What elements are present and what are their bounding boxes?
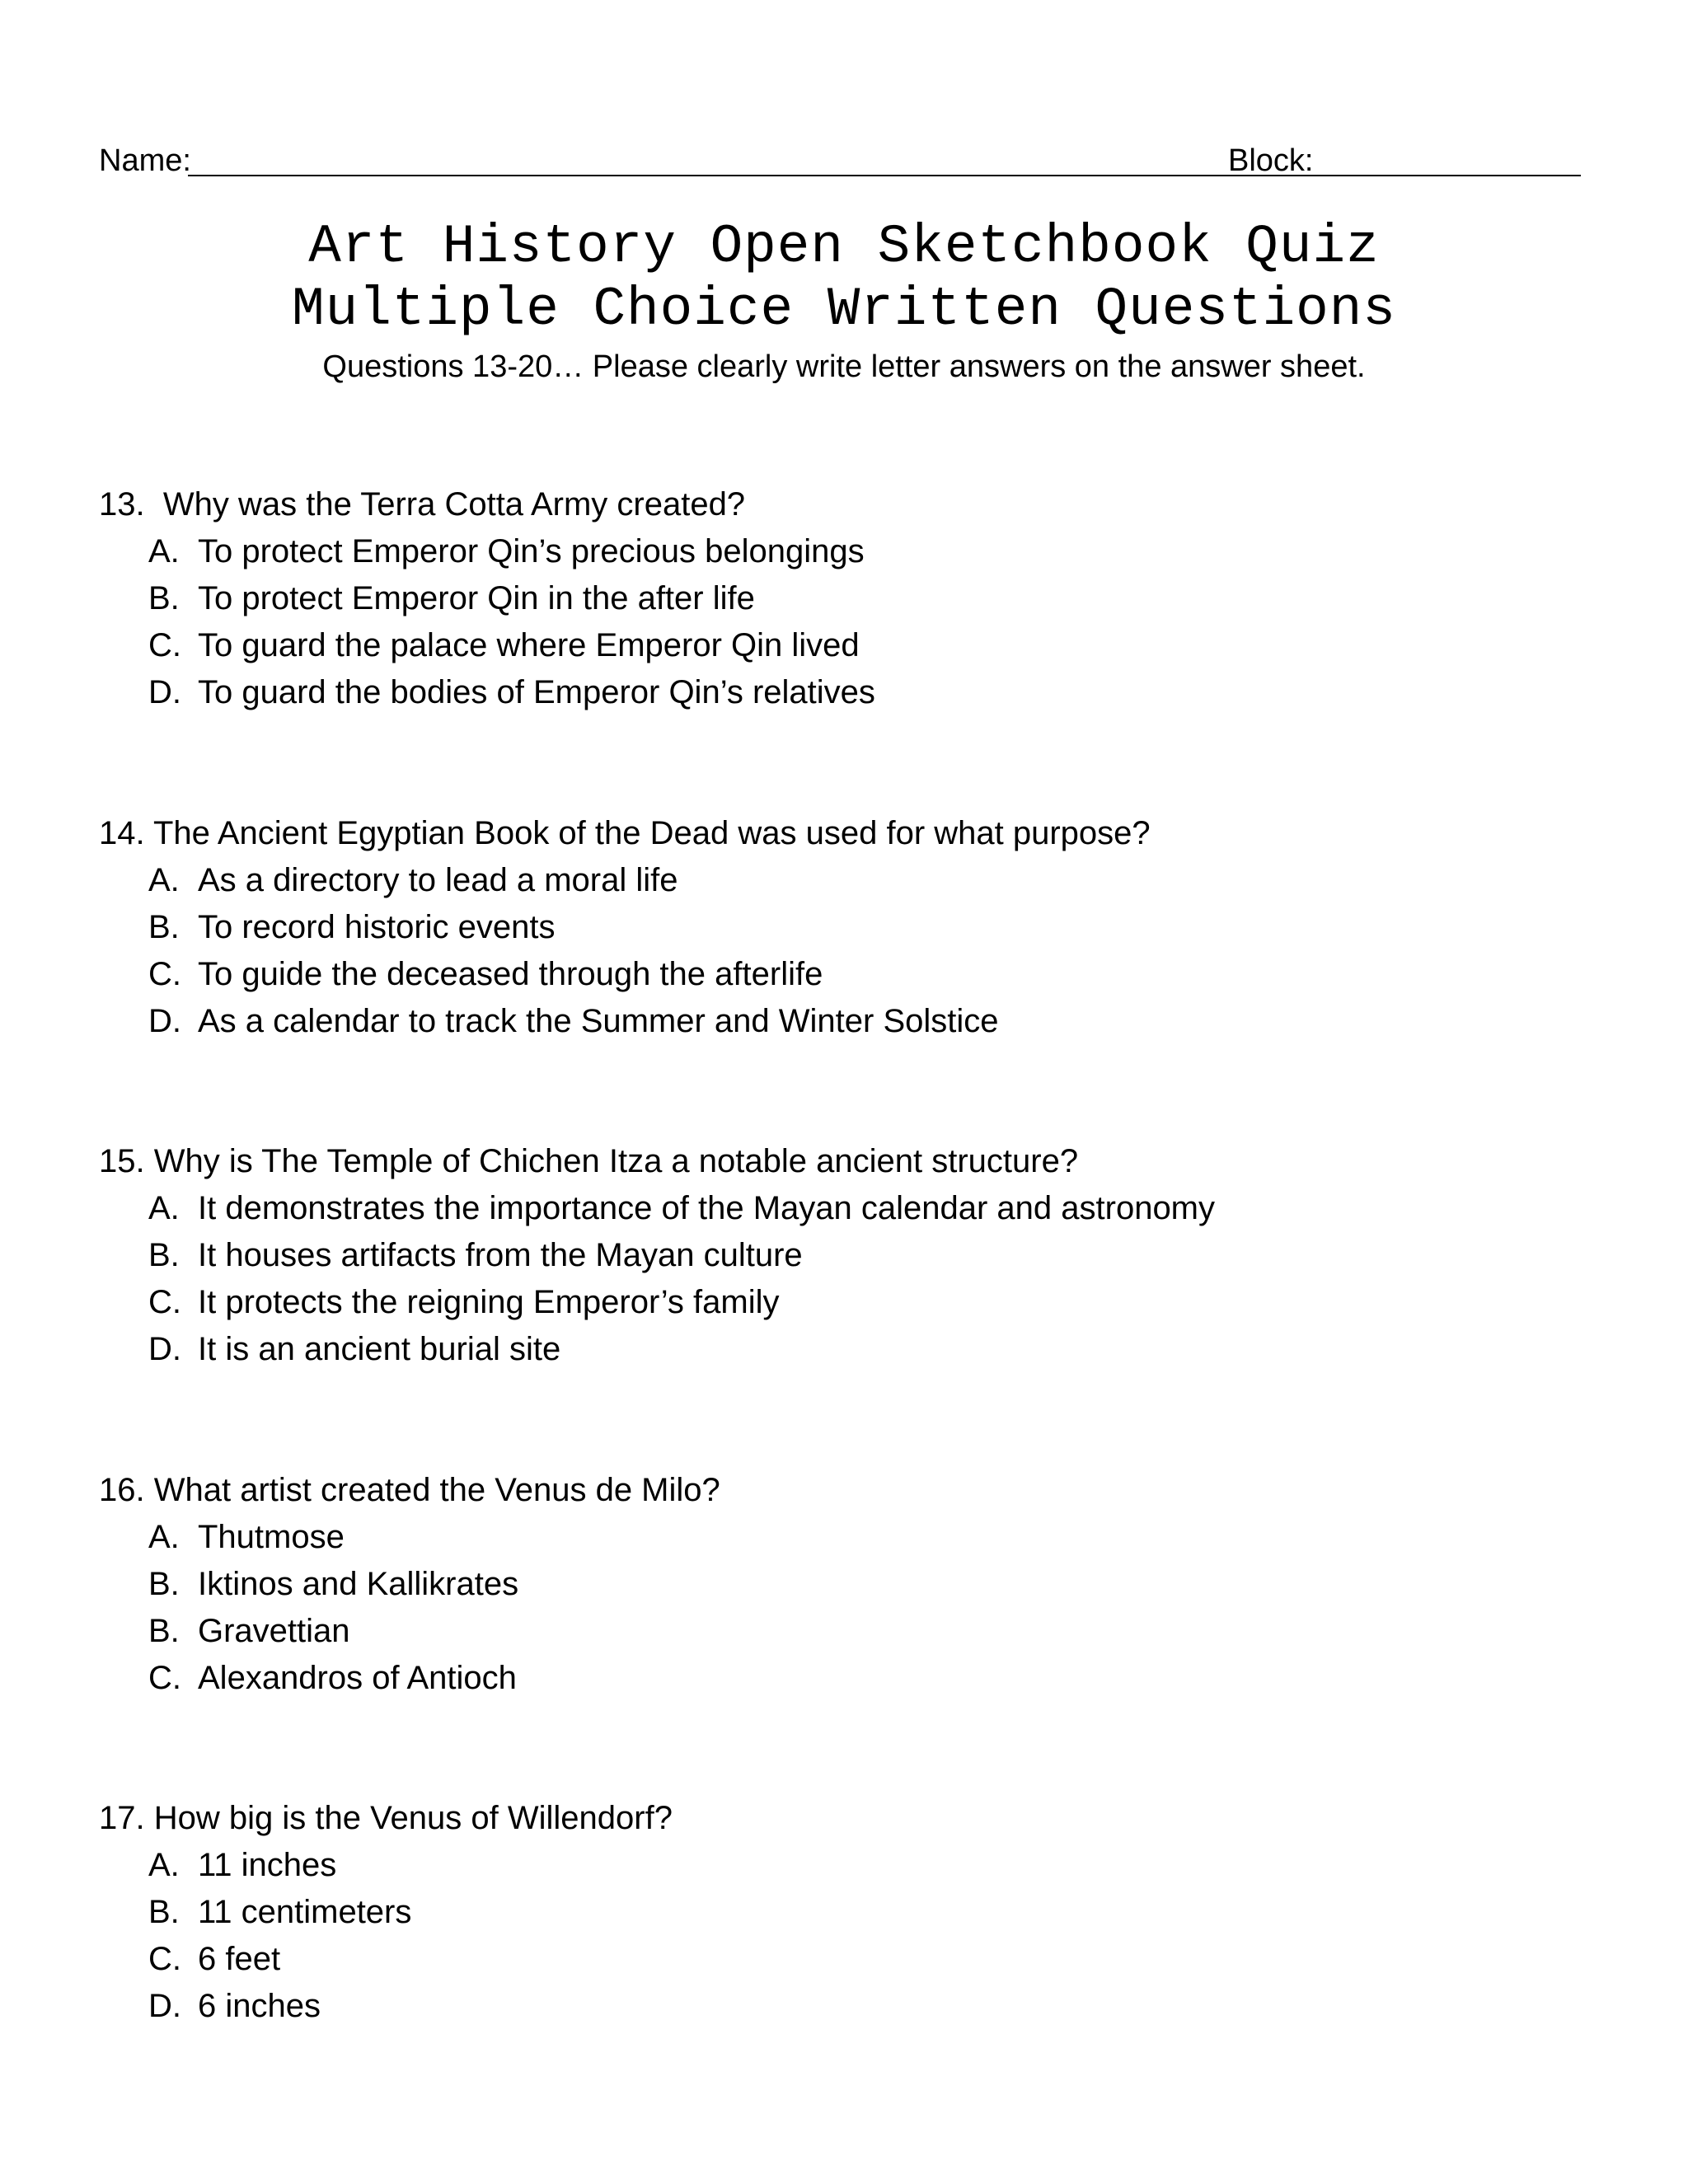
name-field bbox=[99, 140, 191, 181]
block-label: Block: bbox=[1228, 143, 1314, 178]
choice-list bbox=[99, 1514, 1582, 1702]
choice-text: To guard the palace where Emperor Qin lived bbox=[198, 627, 860, 663]
choice-16-b bbox=[99, 1561, 1582, 1608]
choice-14-a bbox=[99, 857, 1582, 904]
choice-letter: D. bbox=[148, 1331, 181, 1367]
name-label: Name: bbox=[99, 143, 191, 178]
choice-text: Iktinos and Kallikrates bbox=[198, 1566, 519, 1602]
choice-text: It demonstrates the importance of the Mayan calendar and astronomy bbox=[198, 1190, 1216, 1226]
choice-13-c bbox=[99, 622, 1582, 669]
choice-list bbox=[99, 1185, 1582, 1373]
choice-16-b2 bbox=[99, 1608, 1582, 1655]
choice-text: To protect Emperor Qin in the after life bbox=[198, 580, 755, 616]
choice-letter: C. bbox=[148, 627, 181, 663]
question-number: 17. bbox=[99, 1800, 145, 1836]
choice-text: 6 inches bbox=[198, 1988, 321, 2024]
quiz-subtitle: Multiple Choice Written Questions bbox=[291, 279, 1396, 340]
choice-letter: A. bbox=[148, 862, 180, 898]
choice-17-d bbox=[99, 1983, 1582, 2030]
choice-17-b bbox=[99, 1889, 1582, 1936]
question-14 bbox=[99, 810, 1582, 1045]
choice-letter: D. bbox=[148, 1988, 181, 2024]
choice-text: It is an ancient burial site bbox=[198, 1331, 561, 1367]
question-16 bbox=[99, 1467, 1582, 1702]
choice-15-d bbox=[99, 1326, 1582, 1373]
question-text: Why is The Temple of Chichen Itza a notable ancient structure? bbox=[153, 1143, 1079, 1179]
choice-text: To guard the bodies of Emperor Qin’s relatives bbox=[198, 674, 875, 710]
question-stem bbox=[99, 1138, 1582, 1185]
choice-17-a bbox=[99, 1842, 1582, 1889]
block-blank-line[interactable] bbox=[1317, 175, 1581, 176]
question-number: 13. bbox=[99, 486, 145, 523]
choice-list bbox=[99, 857, 1582, 1045]
choice-text: As a directory to lead a moral life bbox=[198, 862, 678, 898]
choice-letter: B. bbox=[148, 1237, 180, 1273]
choice-letter: D. bbox=[148, 674, 181, 710]
choice-letter: B. bbox=[148, 580, 180, 616]
choice-letter: A. bbox=[148, 1190, 180, 1226]
choice-letter: C. bbox=[148, 1941, 181, 1977]
choice-letter: B. bbox=[148, 909, 180, 945]
quiz-title: Art History Open Sketchbook Quiz bbox=[308, 216, 1380, 278]
question-17 bbox=[99, 1795, 1582, 2030]
choice-text: Alexandros of Antioch bbox=[198, 1660, 517, 1696]
choice-text: 6 feet bbox=[198, 1941, 281, 1977]
choice-16-a bbox=[99, 1514, 1582, 1561]
name-blank-line[interactable] bbox=[188, 175, 1317, 176]
choice-text: 11 centimeters bbox=[198, 1894, 412, 1930]
question-stem bbox=[99, 481, 1582, 528]
student-info-header bbox=[99, 140, 1582, 181]
choice-letter: C. bbox=[148, 1660, 181, 1696]
choice-15-a bbox=[99, 1185, 1582, 1232]
choice-letter: C. bbox=[148, 1284, 181, 1320]
choice-16-c bbox=[99, 1655, 1582, 1702]
choice-text: Thutmose bbox=[198, 1519, 345, 1555]
choice-15-c bbox=[99, 1279, 1582, 1326]
question-text: How big is the Venus of Willendorf? bbox=[153, 1800, 673, 1836]
choice-text: It houses artifacts from the Mayan culture bbox=[198, 1237, 803, 1273]
choice-text: Gravettian bbox=[198, 1613, 350, 1649]
choice-13-d bbox=[99, 669, 1582, 716]
choice-15-b bbox=[99, 1232, 1582, 1279]
question-text: The Ancient Egyptian Book of the Dead was used for what purpose? bbox=[153, 815, 1151, 851]
choice-letter: B. bbox=[148, 1894, 180, 1930]
question-text: Why was the Terra Cotta Army created? bbox=[162, 486, 746, 523]
question-stem bbox=[99, 1467, 1582, 1514]
question-number: 15. bbox=[99, 1143, 145, 1179]
choice-text: 11 inches bbox=[198, 1847, 337, 1883]
choice-14-c bbox=[99, 951, 1582, 998]
choice-text: It protects the reigning Emperor’s family bbox=[198, 1284, 780, 1320]
choice-letter: A. bbox=[148, 1519, 180, 1555]
question-number: 16. bbox=[99, 1472, 145, 1508]
question-stem bbox=[99, 1795, 1582, 1842]
question-number: 14. bbox=[99, 815, 145, 851]
choice-13-b bbox=[99, 575, 1582, 622]
choice-14-b bbox=[99, 904, 1582, 951]
choice-letter: B. bbox=[148, 1566, 180, 1602]
choice-13-a bbox=[99, 528, 1582, 575]
choice-17-c bbox=[99, 1936, 1582, 1983]
choice-14-d bbox=[99, 998, 1582, 1045]
choice-text: As a calendar to track the Summer and Winter Solstice bbox=[198, 1003, 999, 1039]
choice-text: To guide the deceased through the afterlife bbox=[198, 956, 823, 992]
choice-letter: A. bbox=[148, 533, 180, 569]
choice-letter: A. bbox=[148, 1847, 180, 1883]
instructions: Questions 13-20… Please clearly write letter answers on the answer sheet. bbox=[322, 349, 1366, 384]
question-15 bbox=[99, 1138, 1582, 1373]
choice-list bbox=[99, 528, 1582, 716]
block-field bbox=[1228, 140, 1313, 181]
choice-list bbox=[99, 1842, 1582, 2030]
choice-letter: B. bbox=[148, 1613, 180, 1649]
question-13 bbox=[99, 481, 1582, 716]
choice-text: To protect Emperor Qin’s precious belongings bbox=[198, 533, 865, 569]
question-text: What artist created the Venus de Milo? bbox=[153, 1472, 720, 1508]
choice-text: To record historic events bbox=[198, 909, 556, 945]
choice-letter: C. bbox=[148, 956, 181, 992]
choice-letter: D. bbox=[148, 1003, 181, 1039]
question-stem bbox=[99, 810, 1582, 857]
